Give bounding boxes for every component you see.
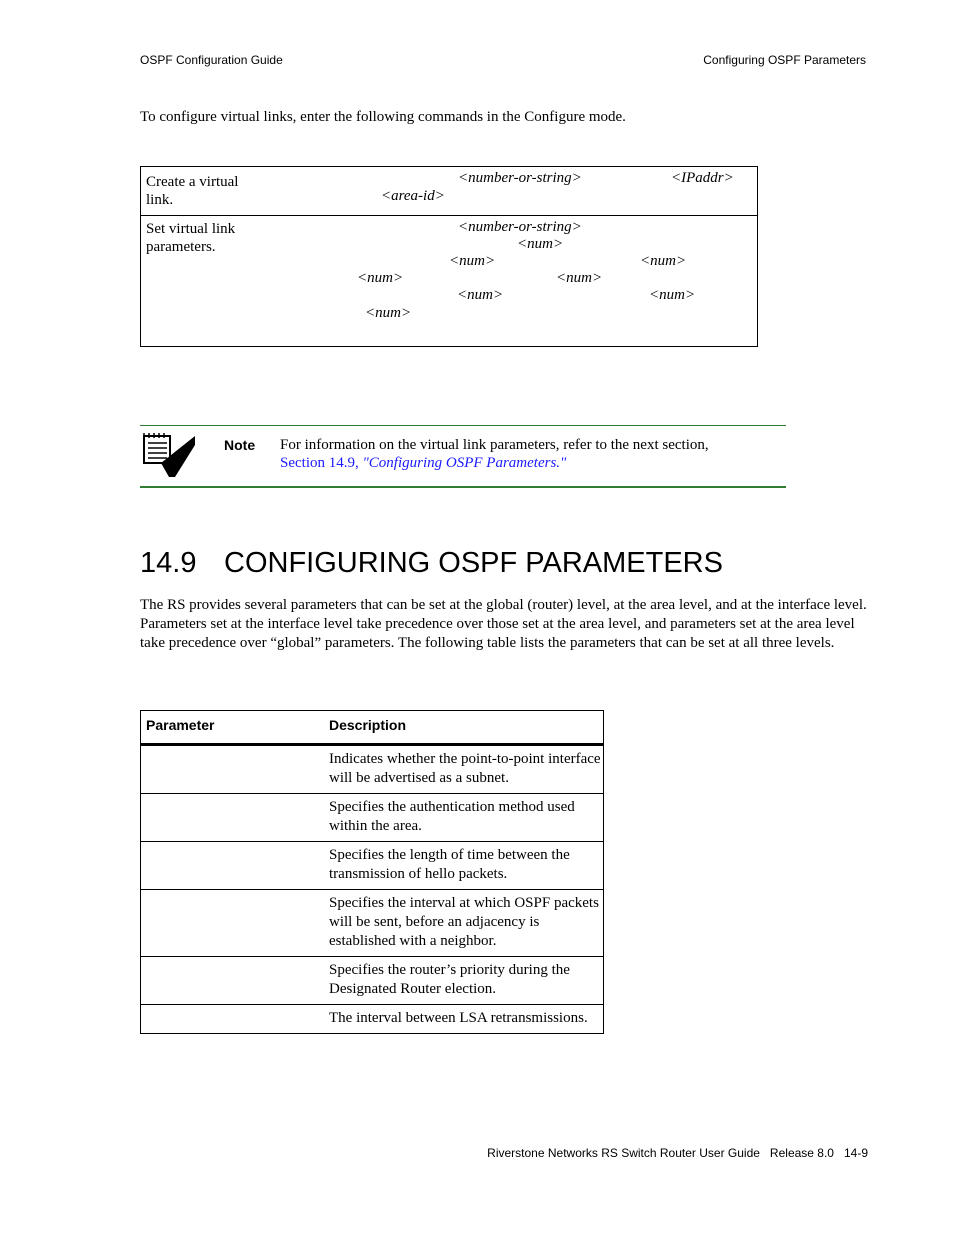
parameter-table — [140, 710, 604, 1034]
command-arg: <num> — [457, 287, 504, 303]
section-link[interactable] — [280, 455, 566, 471]
command-arg: <num> — [449, 253, 496, 269]
section-link-prefix[interactable]: Section 14.9, — [280, 455, 363, 471]
description-cell: Specifies the length of time between the transmission of hello packets. — [329, 847, 570, 882]
table-row — [141, 890, 603, 957]
command-arg: <area-id> — [381, 188, 445, 204]
note-label: Note — [224, 437, 256, 453]
command-arg: <num> — [357, 270, 404, 286]
section-paragraph: The RS provides several parameters that can be set at the global (router) level, at the area level, and at the interface level. Parameters set at the interface level take precedence over those set at the area level, and parameters set at the area level take precedence over “global” parameters. The following table lists the parameters that can be set at all three levels. — [140, 597, 867, 651]
running-header-right: Configuring OSPF Parameters — [703, 53, 866, 67]
column-header-parameter: Parameter — [146, 717, 215, 733]
command-arg: <num> — [640, 253, 687, 269]
intro-text: To configure virtual links, enter the following commands in the Configure mode. — [140, 109, 626, 125]
table-row — [141, 746, 603, 794]
description-cell: Indicates whether the point-to-point interface will be advertised as a subnet. — [329, 751, 601, 786]
command-arg: <num> — [556, 270, 603, 286]
table-row — [141, 1005, 603, 1033]
table-row — [141, 842, 603, 890]
note-text — [280, 436, 780, 472]
command-arg: <number-or-string> — [458, 219, 582, 235]
column-header-description: Description — [329, 717, 407, 733]
command-label: Create a virtual link. — [146, 174, 239, 208]
note-top-rule — [140, 425, 786, 426]
command-row-set-virtual-link — [141, 216, 757, 346]
running-header-left: OSPF Configuration Guide — [140, 53, 283, 67]
table-header — [141, 711, 603, 746]
table-row — [141, 794, 603, 842]
page-footer: Riverstone Networks RS Switch Router User Guide Release 8.0 14-9 — [487, 1146, 868, 1160]
command-table — [140, 166, 758, 347]
command-arg: <IPaddr> — [671, 170, 734, 186]
note-pad-icon — [141, 433, 197, 479]
command-arg: <number-or-string> — [458, 170, 582, 186]
command-arg: <num> — [649, 287, 696, 303]
section-heading — [140, 547, 723, 580]
note-bottom-rule — [140, 486, 786, 488]
section-link-title[interactable]: "Configuring OSPF Parameters." — [362, 455, 567, 471]
command-arg: <num> — [517, 236, 564, 252]
note-body: For information on the virtual link parameters, refer to the next section, — [280, 437, 709, 453]
description-cell: Specifies the interval at which OSPF packets will be sent, before an adjacency is established with a neighbor. — [329, 895, 599, 949]
description-cell: The interval between LSA retransmissions. — [329, 1010, 588, 1026]
section-number: 14.9 — [140, 547, 197, 579]
section-title: CONFIGURING OSPF PARAMETERS — [224, 547, 723, 579]
command-row-create-virtual-link — [141, 167, 757, 216]
command-arg: <num> — [365, 305, 412, 321]
table-row — [141, 957, 603, 1005]
command-label: Set virtual link parameters. — [146, 221, 236, 255]
description-cell: Specifies the router’s priority during the Designated Router election. — [329, 962, 570, 997]
description-cell: Specifies the authentication method used within the area. — [329, 799, 575, 834]
